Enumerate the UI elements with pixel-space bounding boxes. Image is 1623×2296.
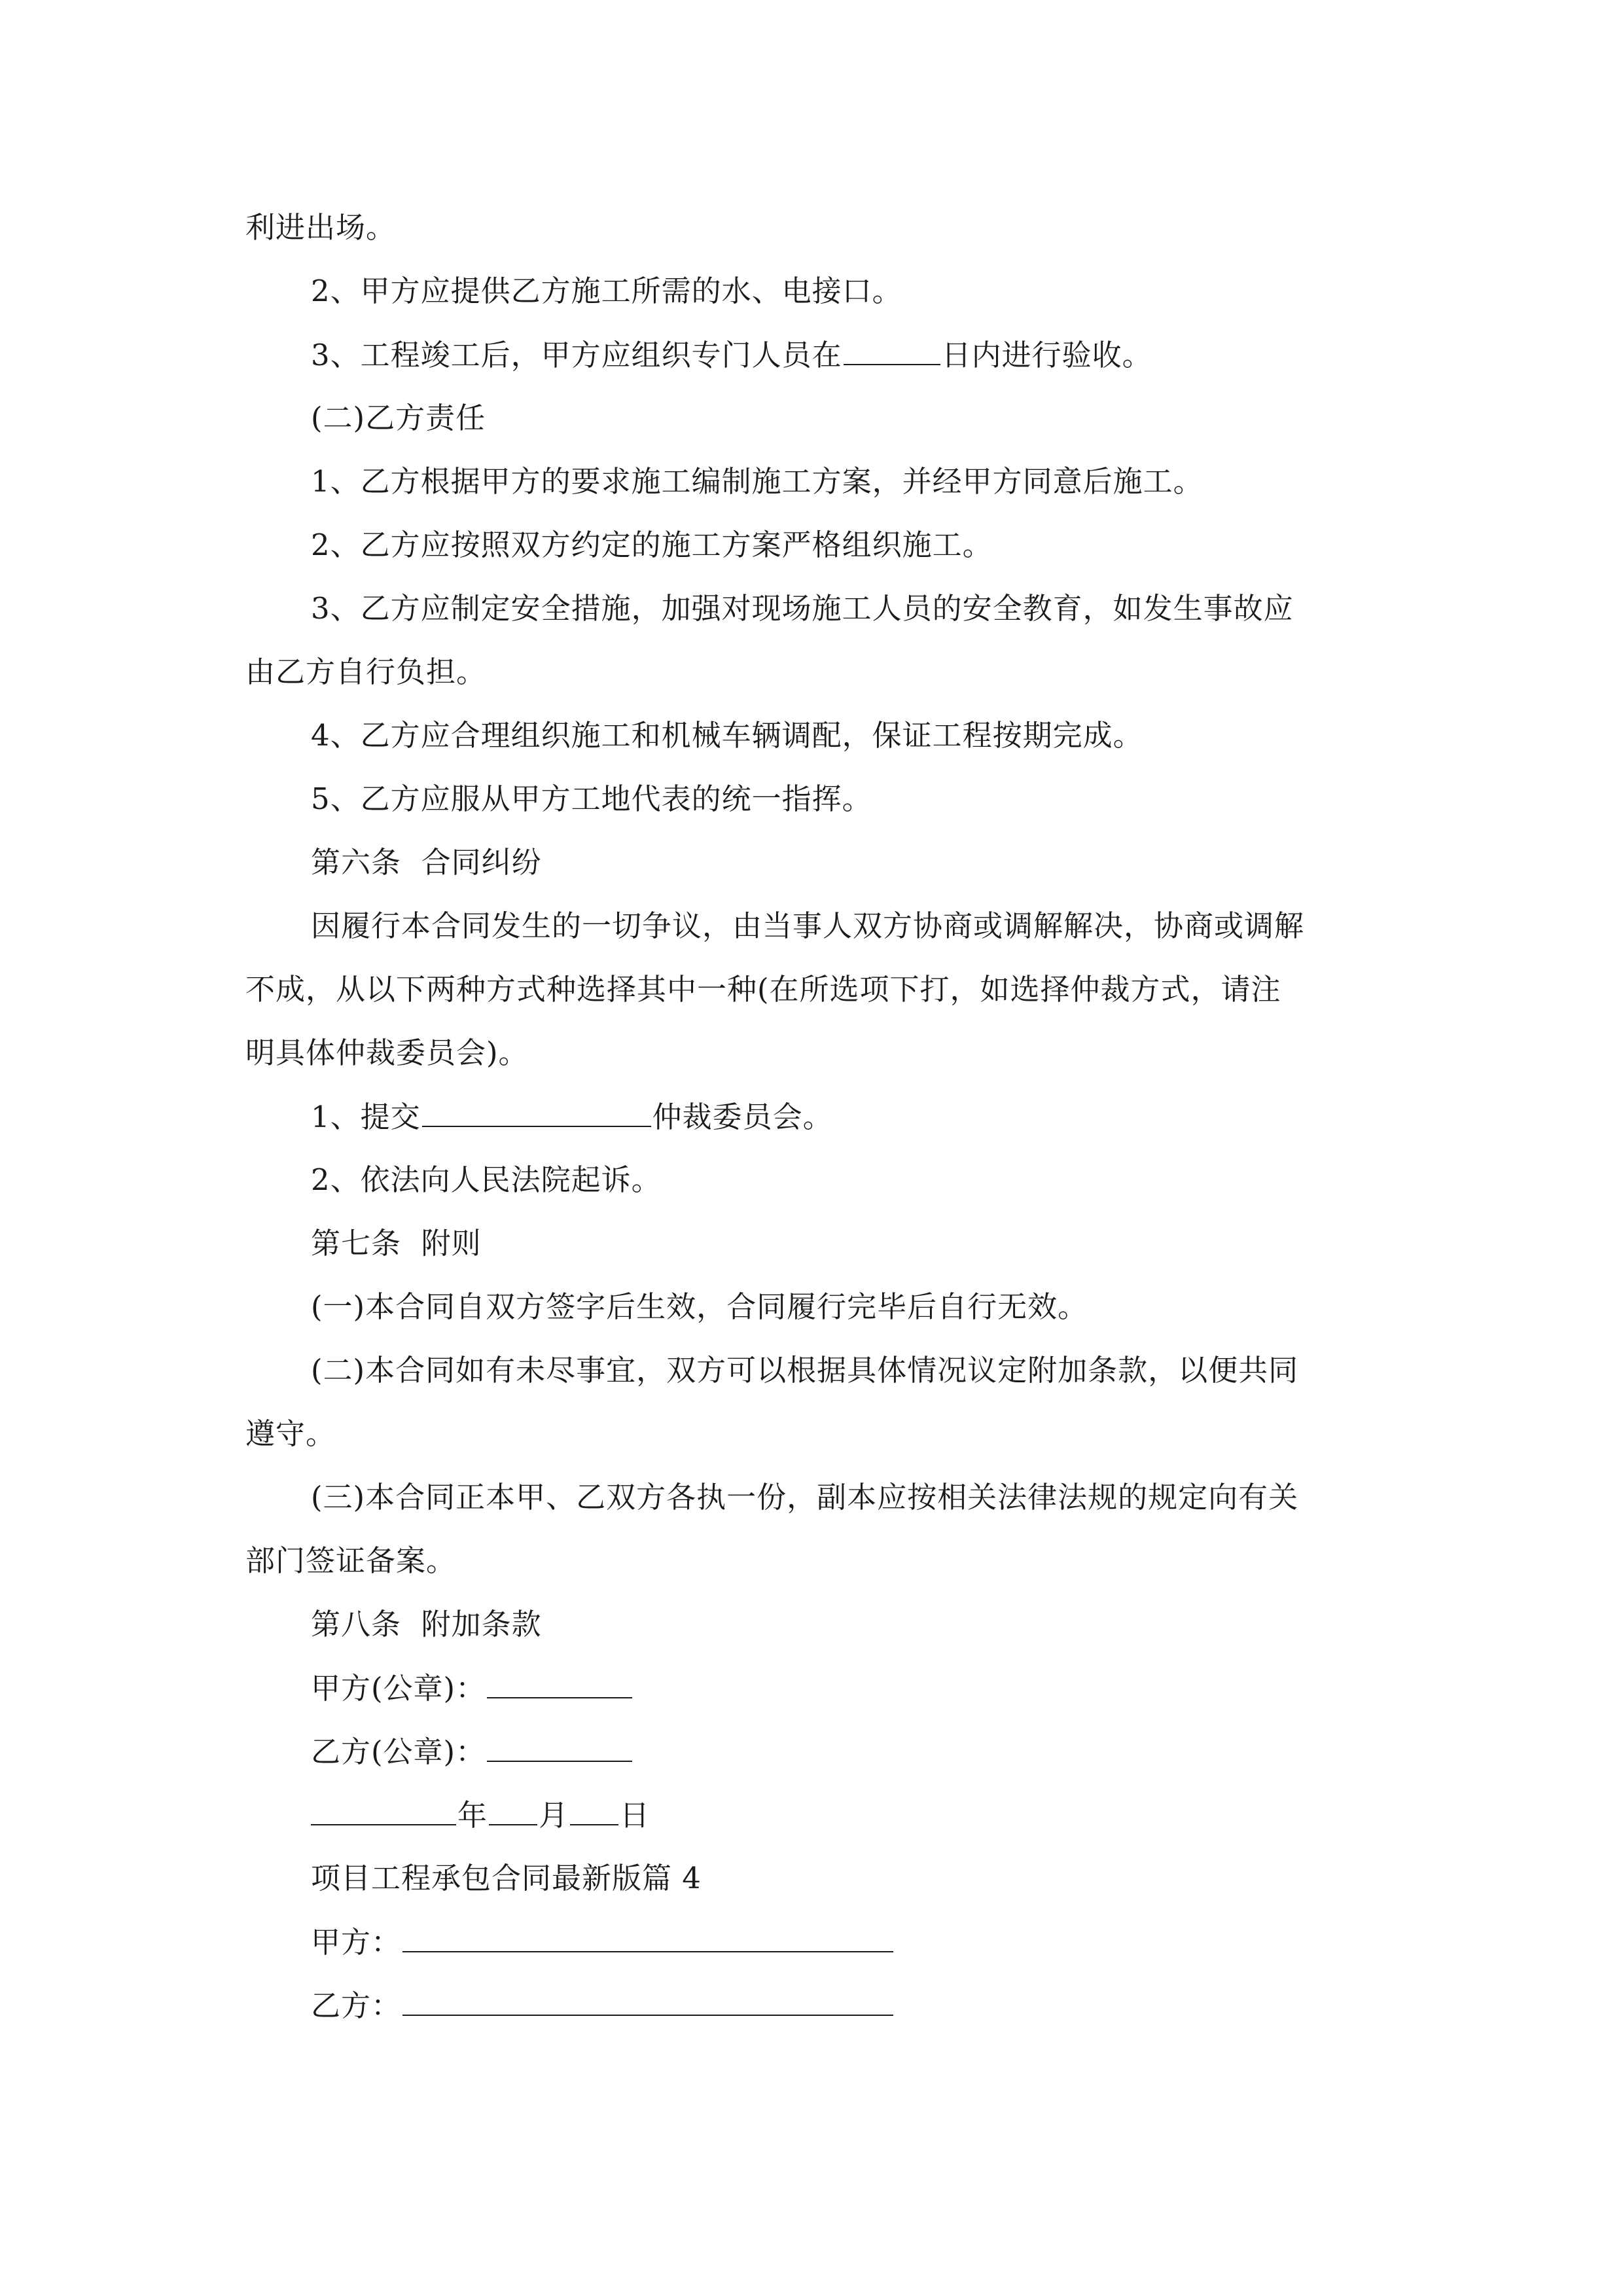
paragraph-line — [311, 589, 1294, 628]
paragraph-line — [311, 780, 872, 819]
text-run: 遵守。 — [245, 1416, 336, 1451]
text-run: 项目工程承包合同最新版篇 4 — [311, 1861, 702, 1895]
article-heading — [311, 1605, 542, 1644]
article-heading — [311, 843, 542, 882]
text-run: 因履行本合同发生的一切争议，由当事人双方协商或调解解决，协商或调解 — [311, 908, 1305, 943]
text-run: 4、乙方应合理组织施工和机械车辆调配，保证工程按期完成。 — [311, 718, 1143, 753]
fill-in-blank — [422, 1097, 651, 1127]
text-run: (一)本合同自双方签字后生效，合同履行完毕后自行无效。 — [311, 1289, 1088, 1324]
fill-in-blank — [402, 1986, 893, 2016]
text-run: 乙方： — [311, 1988, 402, 2023]
text-run: 1、提交 — [311, 1100, 421, 1134]
party-b-line — [311, 1986, 895, 2026]
text-run: 明具体仲裁委员会)。 — [245, 1035, 529, 1070]
paragraph-line — [245, 208, 396, 247]
paragraph-line — [245, 1033, 529, 1073]
paragraph-line — [245, 653, 486, 692]
text-run: 第六条 合同纠纷 — [311, 845, 542, 880]
text-run: 甲方： — [311, 1925, 402, 1960]
fill-in-blank — [487, 1732, 632, 1762]
signature-line-party-b — [311, 1732, 633, 1772]
party-a-line — [311, 1922, 895, 1962]
paragraph-line — [311, 1097, 833, 1137]
article-heading — [311, 1224, 482, 1263]
paragraph-line — [245, 1541, 456, 1581]
text-run: 日内进行验收。 — [941, 338, 1152, 372]
text-run: (二)乙方责任 — [311, 401, 486, 435]
text-run: 3、工程竣工后，甲方应组织专门人员在 — [311, 338, 842, 372]
text-run: 月 — [539, 1798, 569, 1833]
text-run: 1、乙方根据甲方的要求施工编制施工方案，并经甲方同意后施工。 — [311, 464, 1204, 499]
paragraph-line — [311, 1160, 662, 1200]
text-run: 第七条 附则 — [311, 1226, 482, 1261]
fill-in-blank — [570, 1795, 618, 1825]
text-run: (三)本合同正本甲、乙双方各执一份，副本应按相关法律法规的规定向有关 — [311, 1480, 1299, 1515]
text-run: 第八条 附加条款 — [311, 1607, 542, 1641]
text-run: 部门签证备案。 — [245, 1543, 457, 1578]
paragraph-line — [311, 1287, 1088, 1327]
paragraph-line — [311, 462, 1204, 501]
text-run: 乙方(公章)： — [311, 1734, 486, 1769]
text-run: 日 — [620, 1798, 651, 1833]
section-heading — [311, 399, 486, 438]
text-run: 年 — [457, 1798, 488, 1833]
text-run: 2、乙方应按照双方约定的施工方案严格组织施工。 — [311, 528, 993, 562]
fill-in-blank — [844, 335, 940, 365]
text-run: 由乙方自行负担。 — [245, 655, 487, 689]
contract-title — [311, 1859, 702, 1898]
text-run: 不成，从以下两种方式种选择其中一种(在所选项下打，如选择仲裁方式，请注 — [245, 972, 1281, 1007]
paragraph-line — [245, 970, 1281, 1009]
paragraph-line — [311, 906, 1304, 946]
signature-line-party-a — [311, 1668, 633, 1708]
text-run: 3、乙方应制定安全措施，加强对现场施工人员的安全教育，如发生事故应 — [311, 591, 1294, 626]
paragraph-line — [311, 1478, 1298, 1517]
text-run: 2、依法向人民法院起诉。 — [311, 1162, 662, 1197]
text-run: 仲裁委员会。 — [652, 1100, 833, 1134]
fill-in-blank — [402, 1922, 893, 1952]
paragraph-line — [245, 1414, 336, 1454]
paragraph-line — [311, 272, 902, 311]
paragraph-line — [311, 335, 1152, 375]
text-run: (二)本合同如有未尽事宜，双方可以根据具体情况议定附加条款，以便共同 — [311, 1353, 1299, 1388]
paragraph-line — [311, 526, 993, 565]
text-run: 甲方(公章)： — [311, 1671, 486, 1706]
paragraph-line — [311, 716, 1143, 755]
text-run: 5、乙方应服从甲方工地代表的统一指挥。 — [311, 781, 872, 816]
paragraph-line — [311, 1351, 1298, 1390]
fill-in-blank — [487, 1668, 632, 1698]
date-line — [311, 1795, 650, 1835]
fill-in-blank — [311, 1795, 456, 1825]
text-run: 2、甲方应提供乙方施工所需的水、电接口。 — [311, 274, 902, 308]
text-run: 利进出场。 — [245, 210, 397, 245]
fill-in-blank — [489, 1795, 537, 1825]
